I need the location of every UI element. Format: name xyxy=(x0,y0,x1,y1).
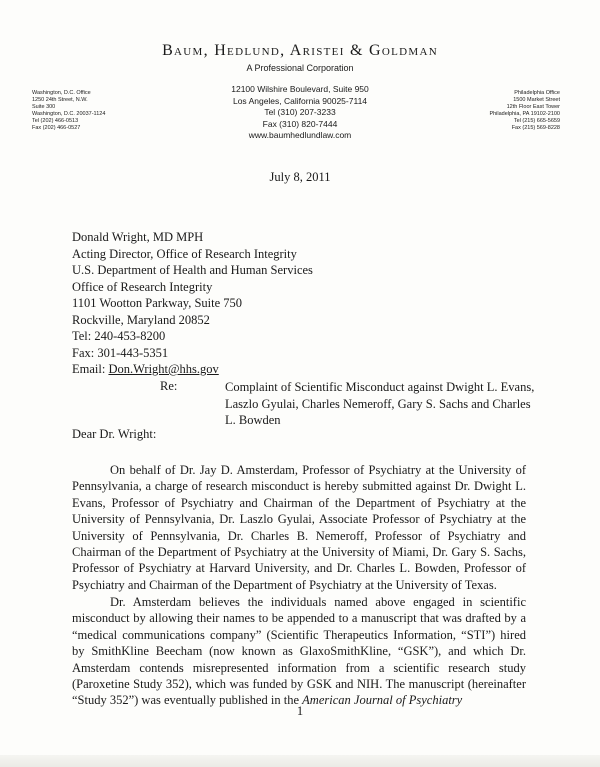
recipient-address-block xyxy=(72,229,313,378)
office-line: Washington, D.C. Office xyxy=(32,90,91,96)
email-label: Email: xyxy=(72,362,109,376)
re-label: Re: xyxy=(160,379,178,393)
page-number: 1 xyxy=(296,704,304,718)
office-line: 1500 Market Street xyxy=(513,97,560,103)
office-line: Fax (310) 820-7444 xyxy=(262,118,338,129)
office-line: Washington, D.C. 20037-1124 xyxy=(32,111,106,117)
recipient-line: Rockville, Maryland 20852 xyxy=(72,312,210,327)
office-line: Philadelphia, PA 19102-2100 xyxy=(489,111,560,117)
body-paragraph-2 xyxy=(72,594,526,709)
office-line: Tel (202) 466-0513 xyxy=(32,118,79,124)
re-subject: Complaint of Scientific Misconduct against Dwight L. Evans, Laszlo Gyulai, Charles Nemeroff, Gary S. Sachs and Charles L. Bowden xyxy=(225,380,535,427)
office-line: Fax (215) 569-8228 xyxy=(511,125,560,131)
recipient-line: Fax: 301-443-5351 xyxy=(72,345,169,360)
recipient-line: Office of Research Integrity xyxy=(72,279,213,294)
office-line: www.baumhedlundlaw.com xyxy=(248,130,352,140)
journal-title: American Journal of Psychiatry xyxy=(302,693,463,708)
body-paragraph-2-text: Dr. Amsterdam believes the individuals named above engaged in scientific misconduct by allowing their names to be appended to a manuscript that was drafted by a “medical communications company” (Scientific Therapeutics Information, “STI”) hired by SmithKline Beecham (now known as GlaxoSmithKline, “GSK”), and which Dr. Amsterdam contends misrepresented information from a scientific research study (Paroxetine Study 352), which was funded by GSK and NIH. The manuscript (hereinafter “Study 352”) was eventually published in the xyxy=(72,595,526,708)
recipient-line: Tel: 240-453-8200 xyxy=(72,329,166,343)
salutation: Dear Dr. Wright: xyxy=(72,427,157,441)
recipient-line: Acting Director, Office of Research Integrity xyxy=(72,246,297,261)
office-line: Tel (310) 207-3233 xyxy=(264,107,336,117)
office-line: Philadelphia Office xyxy=(514,90,560,96)
letter-date: July 8, 2011 xyxy=(269,170,331,184)
office-line: 1250 24th Street, N.W. xyxy=(32,97,88,103)
recipient-line: 1101 Wootton Parkway, Suite 750 xyxy=(72,296,243,310)
recipient-line: U.S. Department of Health and Human Services xyxy=(72,263,313,277)
recipient-line: Donald Wright, MD MPH xyxy=(72,230,204,244)
office-line: Tel (215) 665-5659 xyxy=(513,118,560,124)
firm-name: Baum, Hedlund, Aristei & Goldman xyxy=(162,42,438,59)
firm-subtitle: A Professional Corporation xyxy=(246,63,354,73)
page-bottom-edge xyxy=(0,755,600,767)
email-link[interactable]: Don.Wright@hhs.gov xyxy=(108,362,219,376)
office-line: 12th Floor East Tower xyxy=(506,104,560,110)
office-line: Los Angeles, California 90025-7114 xyxy=(232,95,368,106)
body-paragraph-1: On behalf of Dr. Jay D. Amsterdam, Professor of Psychiatry at the University of Pennsylvania, a charge of research misconduct is hereby submitted against Dr. Dwight L. Evans, Professor of Psychiatry and Chairman of the Department of Psychiatry at the University of Pennsylvania, Dr. Laszlo Gyulai, Associate Professor of Psychiatry at the University of Pennsylvania, Dr. Charles B. Nemeroff, Professor of Psychiatry and Chairman of the Department of Psychiatry at the University of Miami, Dr. Gary S. Sachs, Professor of Psychiatry at Harvard University, and Dr. Charles L. Bowden, Professor of Psychiatry and Chairman of the Department of Psychiatry at the University of Texas. xyxy=(72,463,526,592)
office-line: Fax (202) 466-0527 xyxy=(32,125,81,131)
philadelphia-office-block xyxy=(489,90,560,132)
office-line: Suite 300 xyxy=(32,104,56,110)
recipient-email-line xyxy=(72,361,313,378)
office-line: 12100 Wilshire Boulevard, Suite 950 xyxy=(231,84,369,94)
